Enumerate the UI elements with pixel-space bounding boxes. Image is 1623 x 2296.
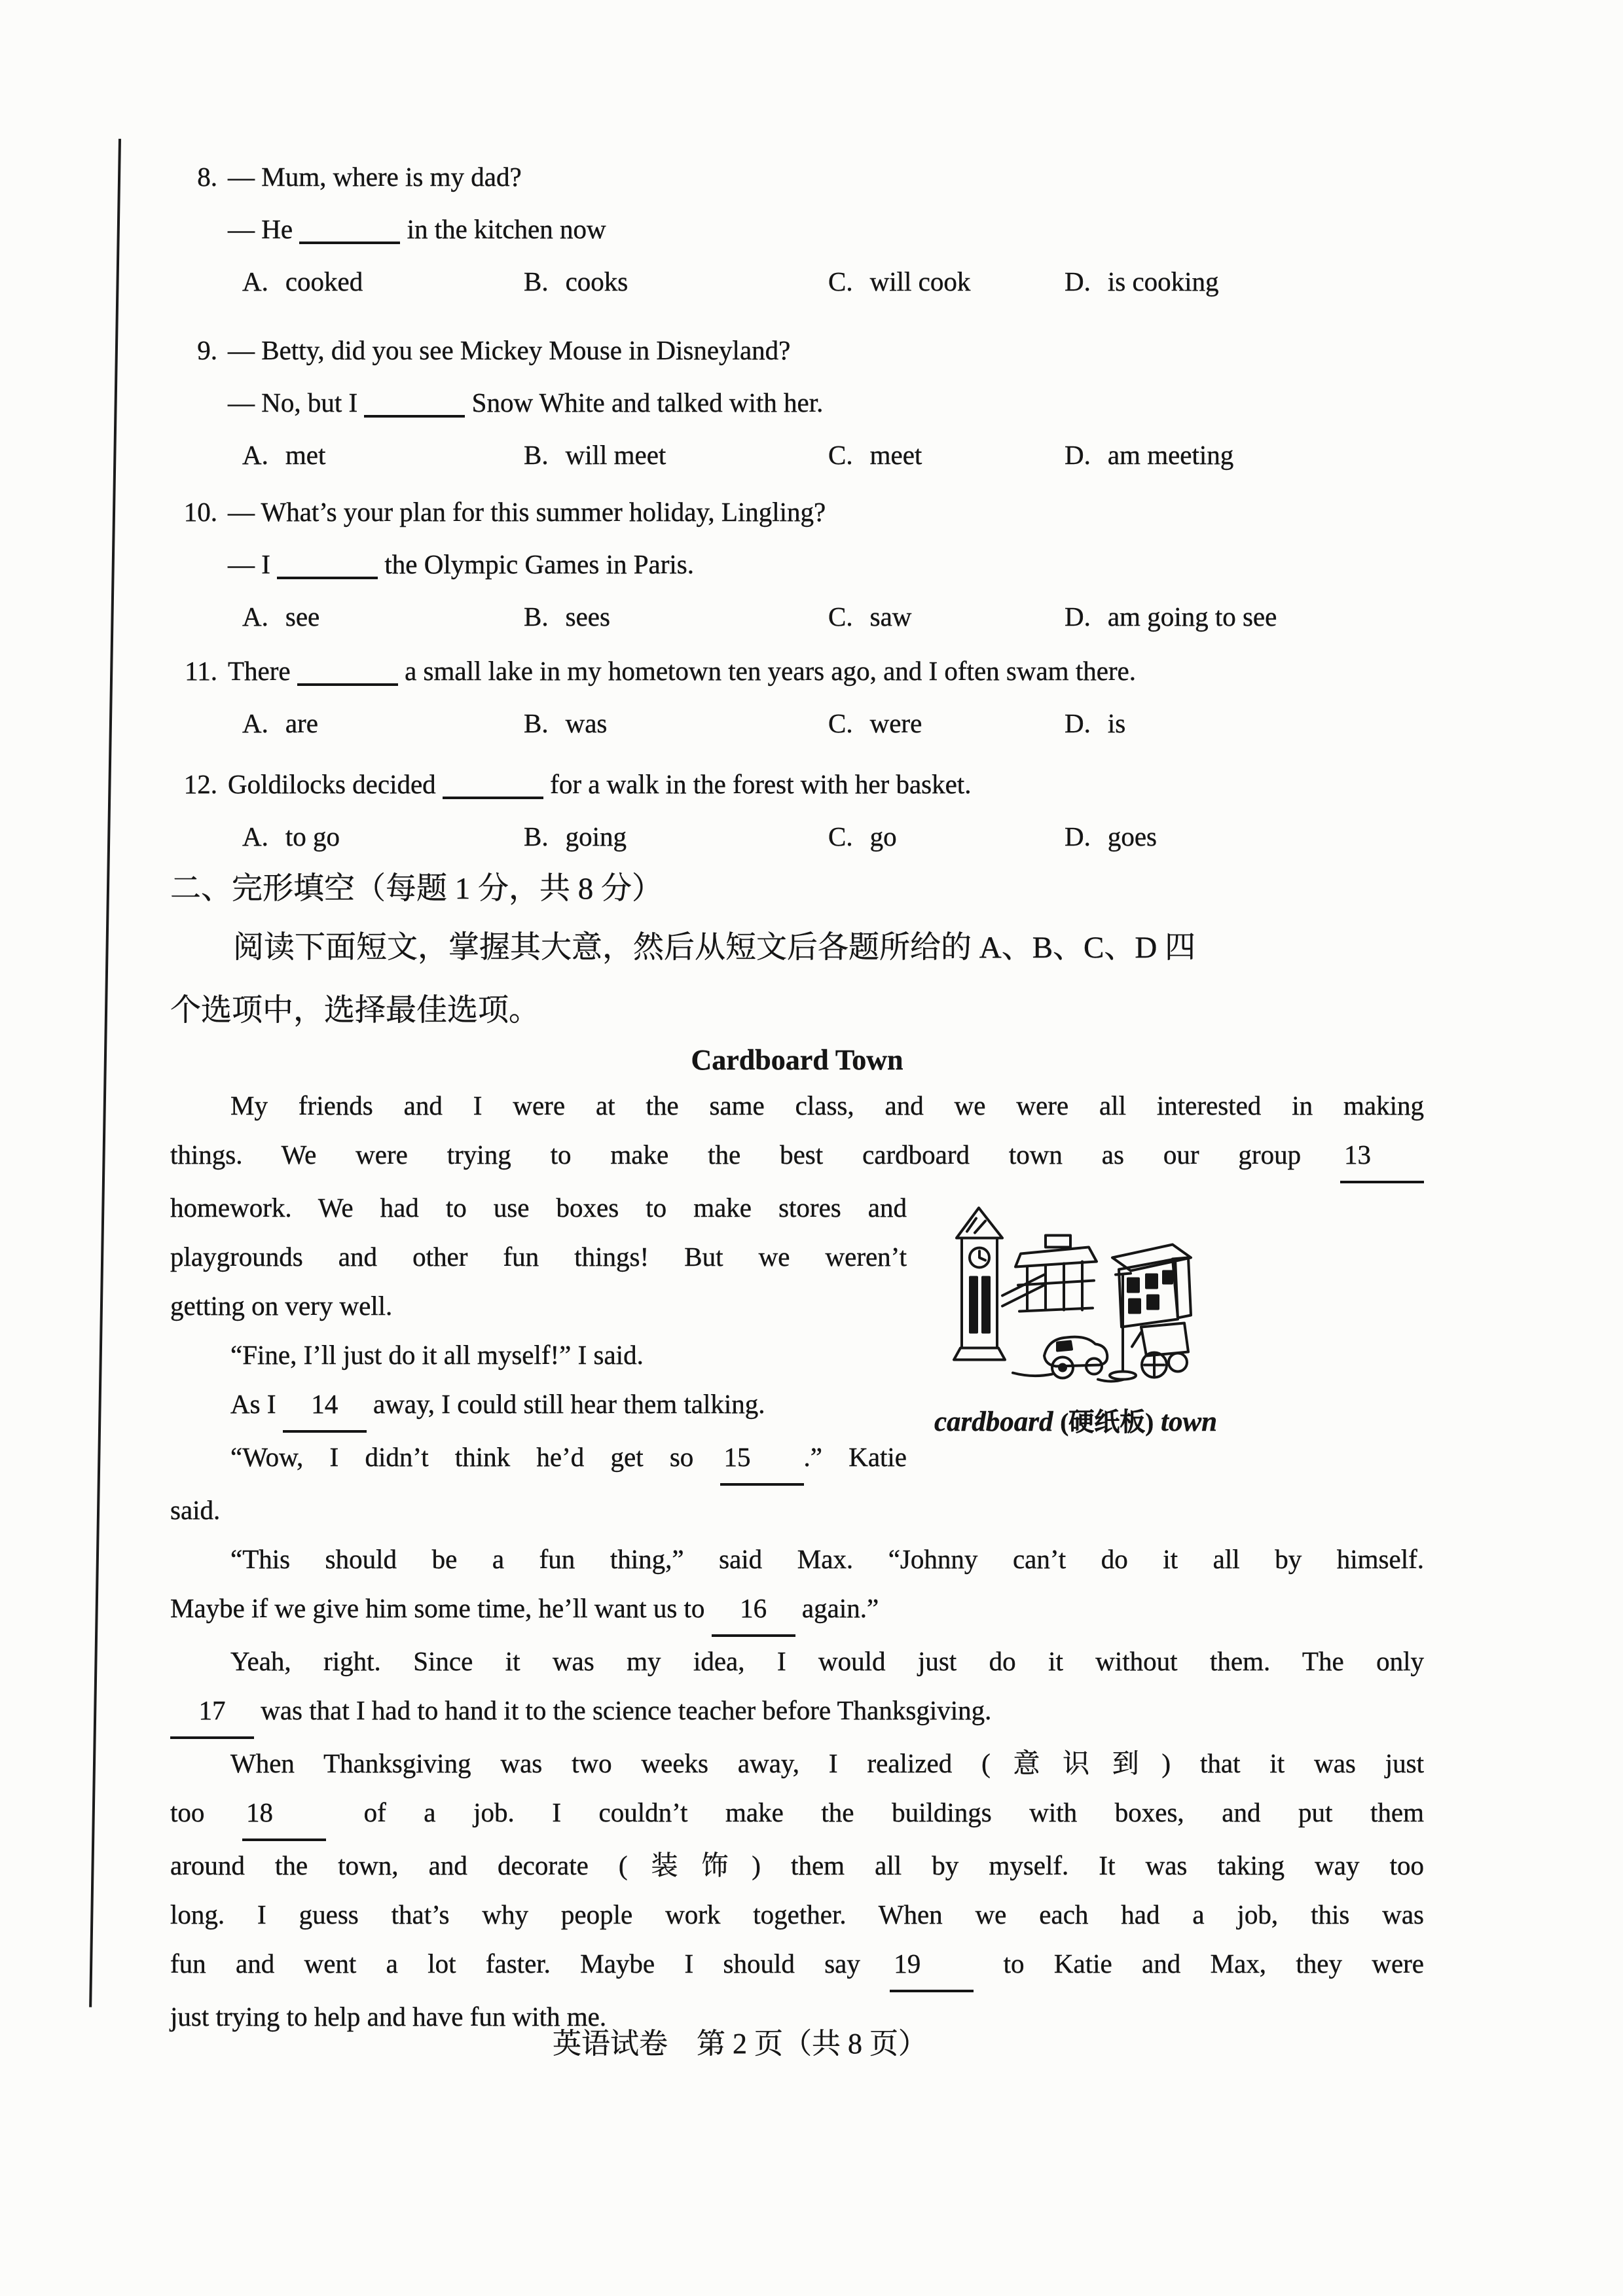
option-label: are [285, 708, 318, 738]
option-b [524, 255, 828, 308]
option-letter: D. [1065, 440, 1091, 470]
options-row [228, 697, 1440, 749]
instructions-line: 阅读下面短文，掌握其大意，然后从短文后各题所给的 A、B、C、D 四 [233, 931, 1196, 965]
options-row [228, 429, 1440, 481]
option-c [828, 810, 1065, 863]
cloze-blank: 19 [890, 1939, 974, 1992]
options-row [228, 255, 1440, 308]
passage-line: “Fine, I’ll just do it all myself!” I said. [230, 1340, 644, 1370]
cardboard-town-figure [947, 1196, 1199, 1391]
passage-line: homework. We had to use boxes to make stores and [170, 1193, 907, 1223]
answer-blank [297, 679, 398, 686]
passage-line: long. I guess that’s why people work together. When we each had a job, this was [170, 1899, 1424, 1929]
option-label: cooked [285, 266, 363, 296]
question-9 [170, 324, 1440, 481]
option-label: goes [1107, 821, 1158, 852]
passage-line: When Thanksgiving was two weeks away, I realized (意识到) that it was just [230, 1748, 1424, 1778]
option-label: am meeting [1107, 440, 1234, 470]
question-10 [170, 486, 1440, 643]
passage-line: Maybe if we give him some time, he’ll want us to 16 again.” [170, 1584, 1424, 1637]
option-letter: A. [242, 708, 268, 738]
option-label: saw [869, 601, 912, 632]
option-letter: D. [1065, 821, 1091, 852]
passage-line: around the town, and decorate (装饰) them all by myself. It was taking way too [170, 1850, 1424, 1880]
option-letter: D. [1065, 601, 1091, 632]
passage-line: As I 14 away, I could still hear them talking. [170, 1380, 907, 1433]
cloze-blank: 14 [283, 1380, 367, 1433]
cloze-blank: 13 [1340, 1130, 1424, 1183]
paper-name: 英语试卷 [553, 2028, 668, 2060]
answer-blank [364, 411, 465, 418]
question-number: 8. [197, 162, 217, 192]
figure-caption [928, 1402, 1223, 1439]
cardboard-town-illustration [947, 1196, 1199, 1391]
cloze-instructions [170, 916, 1434, 1042]
cloze-blank: 18 [242, 1788, 326, 1841]
question-text-line: — Mum, where is my dad? [228, 162, 522, 192]
caption-chinese-gloss: (硬纸板) [1060, 1408, 1154, 1437]
option-letter: A. [242, 440, 268, 470]
answer-blank [277, 573, 378, 579]
option-letter: C. [828, 266, 853, 296]
passage-line: 17 was that I had to hand it to the science teacher before Thanksgiving. [170, 1686, 1424, 1739]
option-label: to go [285, 821, 340, 852]
question-11 [170, 645, 1440, 749]
option-a [242, 810, 524, 863]
question-text-line: — Betty, did you see Mickey Mouse in Disneyland? [228, 335, 791, 365]
option-a [242, 429, 524, 481]
option-label: meet [869, 440, 922, 470]
option-letter: B. [524, 708, 549, 738]
option-c [828, 429, 1065, 481]
answer-blank [299, 238, 400, 244]
passage-line: fun and went a lot faster. Maybe I should say 19 to Katie and Max, they were [170, 1939, 1424, 1992]
option-d [1065, 697, 1440, 749]
passage-line: “Wow, I didn’t think he’d get so 15 .” Katie [170, 1433, 907, 1486]
option-a [242, 255, 524, 308]
option-letter: C. [828, 708, 853, 738]
option-letter: A. [242, 266, 268, 296]
option-letter: B. [524, 440, 549, 470]
option-d [1065, 255, 1440, 308]
option-letter: D. [1065, 708, 1091, 738]
option-letter: B. [524, 266, 549, 296]
question-text-line: — What’s your plan for this summer holiday, Lingling? [228, 497, 826, 527]
option-c [828, 255, 1065, 308]
option-label: is cooking [1107, 266, 1219, 296]
question-text-line: — I the Olympic Games in Paris. [228, 549, 694, 579]
passage-line: playgrounds and other fun things! But we weren’t [170, 1242, 907, 1272]
option-d [1065, 590, 1440, 643]
passage-line: getting on very well. [170, 1291, 393, 1321]
question-text-line: There a small lake in my hometown ten years ago, and I often swam there. [228, 656, 1137, 686]
option-b [524, 429, 828, 481]
options-row [228, 810, 1440, 863]
option-b [524, 810, 828, 863]
option-letter: C. [828, 821, 853, 852]
question-12 [170, 758, 1440, 863]
option-letter: C. [828, 440, 853, 470]
section-heading: 二、完形填空（每题 1 分，共 8 分） [170, 872, 663, 906]
option-label: met [285, 440, 326, 470]
option-letter: B. [524, 601, 549, 632]
options-row [228, 590, 1440, 643]
option-label: cooks [565, 266, 629, 296]
passage-line: too 18 of a job. I couldn’t make the buildings with boxes, and put them [170, 1788, 1424, 1841]
option-a [242, 590, 524, 643]
option-letter: D. [1065, 266, 1091, 296]
option-d [1065, 810, 1440, 863]
option-label: see [285, 601, 320, 632]
option-label: going [565, 821, 627, 852]
option-label: go [869, 821, 897, 852]
caption-word-town: town [1161, 1407, 1218, 1437]
question-number: 9. [197, 335, 217, 365]
option-label: will meet [565, 440, 666, 470]
option-b [524, 590, 828, 643]
question-text-line: — No, but I Snow White and talked with her. [228, 387, 824, 418]
option-d [1065, 429, 1440, 481]
option-letter: B. [524, 821, 549, 852]
option-label: were [869, 708, 922, 738]
passage-line: just trying to help and have fun with me. [170, 2001, 607, 2032]
cloze-blank: 17 [170, 1686, 254, 1739]
page-footer [164, 2020, 1316, 2062]
option-letter: C. [828, 601, 853, 632]
option-c [828, 697, 1065, 749]
option-label: is [1107, 708, 1126, 738]
cloze-blank: 16 [712, 1584, 795, 1637]
option-label: will cook [869, 266, 971, 296]
question-number: 10. [183, 497, 217, 527]
option-a [242, 697, 524, 749]
question-8 [170, 151, 1440, 308]
instructions-line: 个选项中，选择最佳选项。 [170, 994, 539, 1028]
question-text-line: Goldilocks decided for a walk in the forest with her basket. [228, 769, 972, 799]
option-label: am going to see [1107, 601, 1277, 632]
cloze-passage [170, 1081, 1424, 2041]
option-c [828, 590, 1065, 643]
option-letter: A. [242, 601, 268, 632]
question-number: 11. [185, 656, 217, 686]
binding-edge-line [89, 139, 121, 2007]
option-letter: A. [242, 821, 268, 852]
cloze-blank: 15 [720, 1433, 804, 1486]
answer-blank [443, 793, 543, 799]
option-label: was [565, 708, 608, 738]
page-number: 第 2 页（共 8 页） [697, 2028, 927, 2060]
passage-line: said. [170, 1495, 221, 1525]
passage-line: Yeah, right. Since it was my idea, I would just do it without them. The only [230, 1646, 1424, 1676]
passage-line: things. We were trying to make the best cardboard town as our group 13 [170, 1130, 1424, 1183]
passage-title: Cardboard Town [691, 1044, 903, 1076]
question-number: 12. [183, 769, 217, 799]
option-b [524, 697, 828, 749]
option-label: sees [565, 601, 610, 632]
passage-line: “This should be a fun thing,” said Max. “Johnny can’t do it all by himself. [230, 1544, 1424, 1574]
passage-line: My friends and I were at the same class, and we were all interested in making [230, 1090, 1424, 1121]
caption-word-cardboard: cardboard [934, 1407, 1053, 1437]
question-text-line: — He in the kitchen now [228, 214, 606, 244]
